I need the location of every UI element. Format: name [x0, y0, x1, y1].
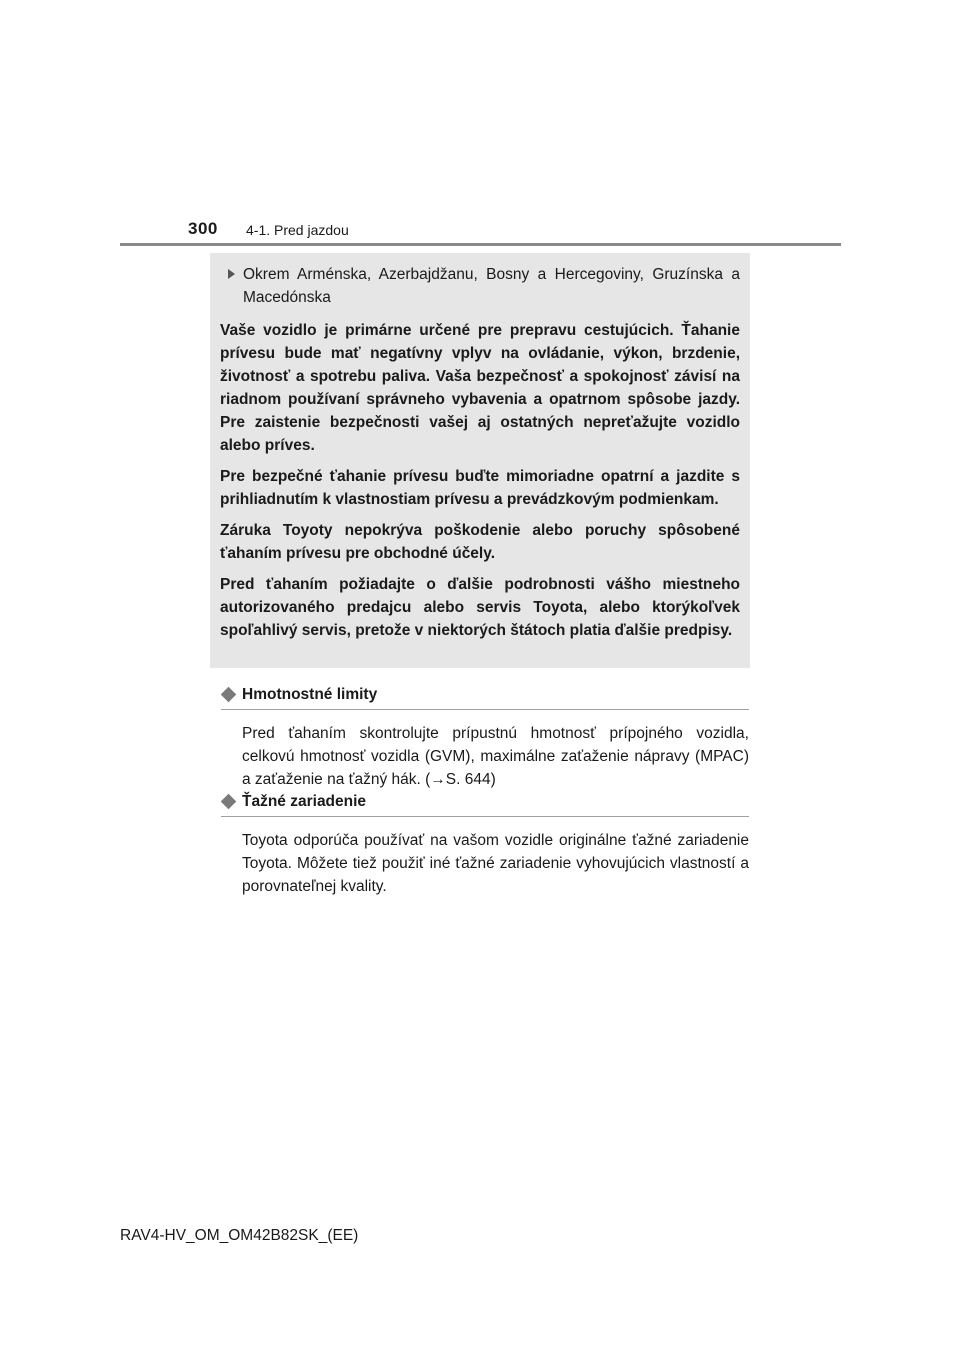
section-body: Pred ťahaním skontrolujte prípustnú hmotnosť prípojného vozidla, celkovú hmotnosť vozidla (GVM), maximálne zaťaženie nápravy (MPAC) a zaťaženie na ťažný hák. (→S. 644) — [242, 725, 749, 788]
section-heading — [221, 791, 749, 817]
header-rule — [120, 243, 841, 246]
info-paragraph: Pred ťahaním požiadajte o ďalšie podrobnosti vášho miestneho autorizovaného predajcu alebo servis Toyota, alebo ktorýkoľvek spoľahlivý servis, pretože v niektorých štátoch platia ďalšie predpisy. — [220, 576, 740, 639]
section-body: Toyota odporúča používať na vašom vozidle originálne ťažné zariadenie Toyota. Môžete tiež použiť iné ťažné zariadenie vyhovujúcich vlastností a porovnateľnej kvality. — [242, 832, 749, 895]
diamond-icon — [221, 687, 237, 703]
info-paragraph: Vaše vozidlo je primárne určené pre prepravu cestujúcich. Ťahanie prívesu bude mať negatívny vplyv na ovládanie, výkon, brzdenie, životnosť a spotrebu paliva. Vaša bezpečnosť a spokojnosť závisí na riadnom používaní správneho vybavenia a opatrnom spôsobe jazdy. Pre zaistenie bezpečnosti vašej aj ostatných nepreťažujte vozidlo alebo príves. — [220, 322, 740, 454]
info-box — [210, 253, 750, 668]
triangle-bullet-icon — [228, 269, 235, 279]
info-paragraph: Záruka Toyoty nepokrýva poškodenie alebo poruchy spôsobené ťahaním prívesu pre obchodné účely. — [220, 522, 740, 562]
section-weight-limits — [221, 684, 749, 791]
document-code: RAV4-HV_OM_OM42B82SK_(EE) — [120, 1227, 359, 1244]
section-heading-text: Ťažné zariadenie — [242, 793, 367, 810]
page-number: 300 — [188, 219, 218, 238]
info-bullet-text: Okrem Arménska, Azerbajdžanu, Bosny a Hercegoviny, Gruzínska a Macedónska — [243, 266, 740, 306]
info-paragraph: Pre bezpečné ťahanie prívesu buďte mimoriadne opatrní a jazdite s prihliadnutím k vlastnostiam prívesu a prevádzkovým podmienkam. — [220, 468, 740, 508]
info-bullet — [220, 263, 740, 309]
section-heading — [221, 684, 749, 710]
section-label: 4-1. Pred jazdou — [246, 222, 349, 238]
section-heading-text: Hmotnostné limity — [242, 686, 378, 703]
diamond-icon — [221, 794, 237, 810]
section-tow-hitch — [221, 791, 749, 898]
